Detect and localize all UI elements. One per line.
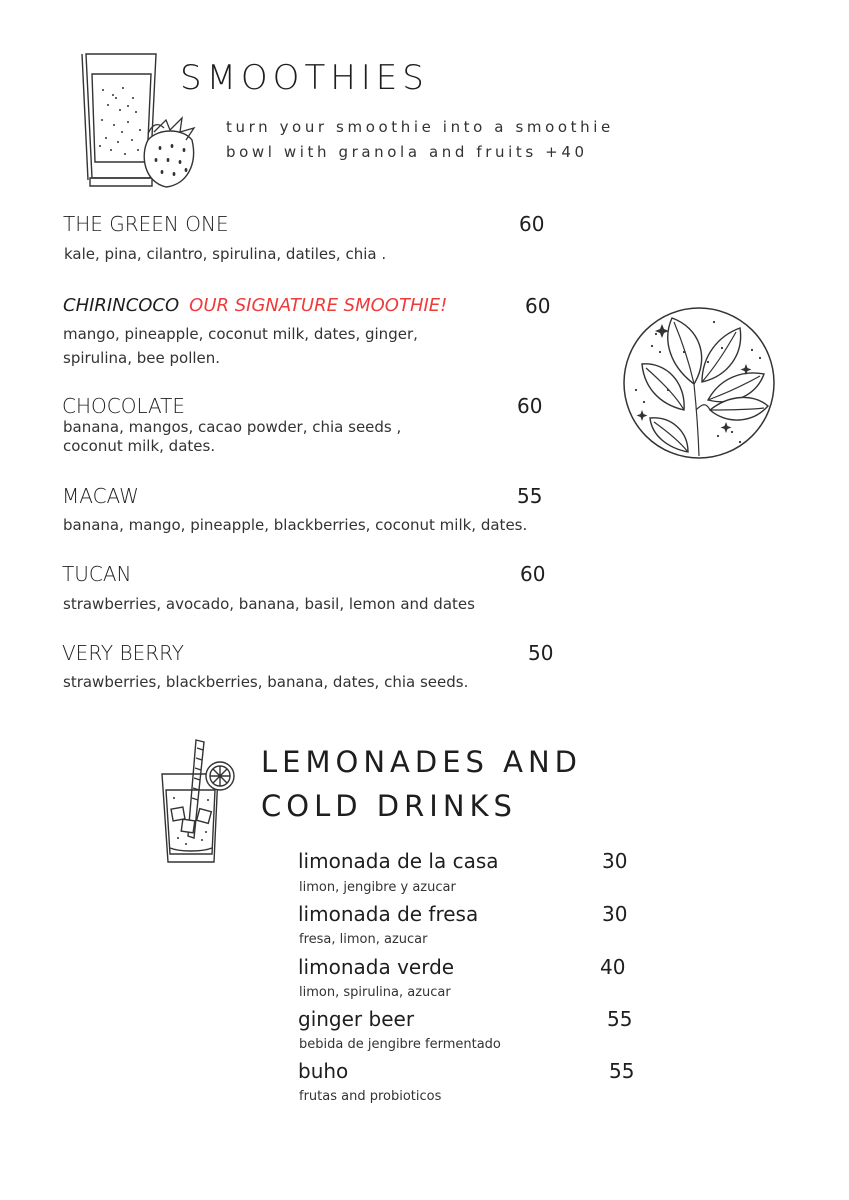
item-name-green-one: THE GREEN ONE <box>63 212 229 236</box>
item-desc-tucan: strawberries, avocado, banana, basil, lemon and dates <box>63 595 475 613</box>
lemonade-name-buho: buho <box>298 1059 349 1083</box>
item-desc-very-berry: strawberries, blackberries, banana, dates, chia seeds. <box>63 673 469 691</box>
lemonade-desc-fresa: fresa, limon, azucar <box>299 932 428 947</box>
signature-tag: OUR SIGNATURE SMOOTHIE! <box>189 295 448 316</box>
lemonade-desc-verde: limon, spirulina, azucar <box>299 985 451 1000</box>
item-desc-chocolate-2: coconut milk, dates. <box>63 437 216 455</box>
item-name-macaw: MACAW <box>62 484 139 508</box>
lemonade-price-buho: 55 <box>609 1059 635 1083</box>
item-name-very-berry: VERY BERRY <box>62 641 184 665</box>
lemonade-price-fresa: 30 <box>602 902 628 926</box>
lemonades-title <box>261 740 582 828</box>
lemonade-name-fresa: limonada de fresa <box>298 902 479 926</box>
item-desc-green-one: kale, pina, cilantro, spirulina, datiles, chia . <box>64 245 387 263</box>
item-name-chirincoco-label: CHIRINCOCO <box>63 295 180 316</box>
item-price-tucan: 60 <box>520 562 546 586</box>
lemonade-name-ginger-beer: ginger beer <box>298 1007 415 1031</box>
lemonade-price-verde: 40 <box>600 955 626 979</box>
lemonade-desc-buho: frutas and probioticos <box>299 1089 442 1104</box>
lemonades-title-line2: COLD DRINKS <box>261 789 517 823</box>
item-price-chirincoco: 60 <box>525 294 551 318</box>
item-name-chirincoco <box>63 295 447 316</box>
item-desc-macaw: banana, mango, pineapple, blackberries, coconut milk, dates. <box>63 516 528 534</box>
lemonade-glass-icon <box>158 738 238 872</box>
smoothies-title: SMOOTHIES <box>180 58 429 98</box>
lemonades-title-line1: LEMONADES AND <box>261 745 583 779</box>
item-price-very-berry: 50 <box>528 641 554 665</box>
item-desc-chirincoco-1: mango, pineapple, coconut milk, dates, ginger, <box>63 325 418 343</box>
item-desc-chirincoco-2: spirulina, bee pollen. <box>63 349 221 367</box>
lemonade-price-ginger-beer: 55 <box>607 1007 633 1031</box>
lemonade-name-casa: limonada de la casa <box>298 849 499 873</box>
item-name-chocolate: CHOCOLATE <box>62 394 186 418</box>
lemonade-price-casa: 30 <box>602 849 628 873</box>
item-price-chocolate: 60 <box>517 394 543 418</box>
smoothies-subtitle-line1: turn your smoothie into a smoothie <box>226 118 614 136</box>
lemonade-desc-casa: limon, jengibre y azucar <box>299 880 456 895</box>
smoothies-subtitle-line2: bowl with granola and fruits +40 <box>226 143 588 161</box>
lemonade-name-verde: limonada verde <box>298 955 455 979</box>
item-desc-chocolate-1: banana, mangos, cacao powder, chia seeds , <box>63 418 402 436</box>
lemonade-desc-ginger-beer: bebida de jengibre fermentado <box>299 1037 501 1052</box>
item-price-green-one: 60 <box>519 212 545 236</box>
item-price-macaw: 55 <box>517 484 543 508</box>
leaf-circle-icon <box>622 306 776 464</box>
item-name-tucan: TUCAN <box>62 562 132 586</box>
